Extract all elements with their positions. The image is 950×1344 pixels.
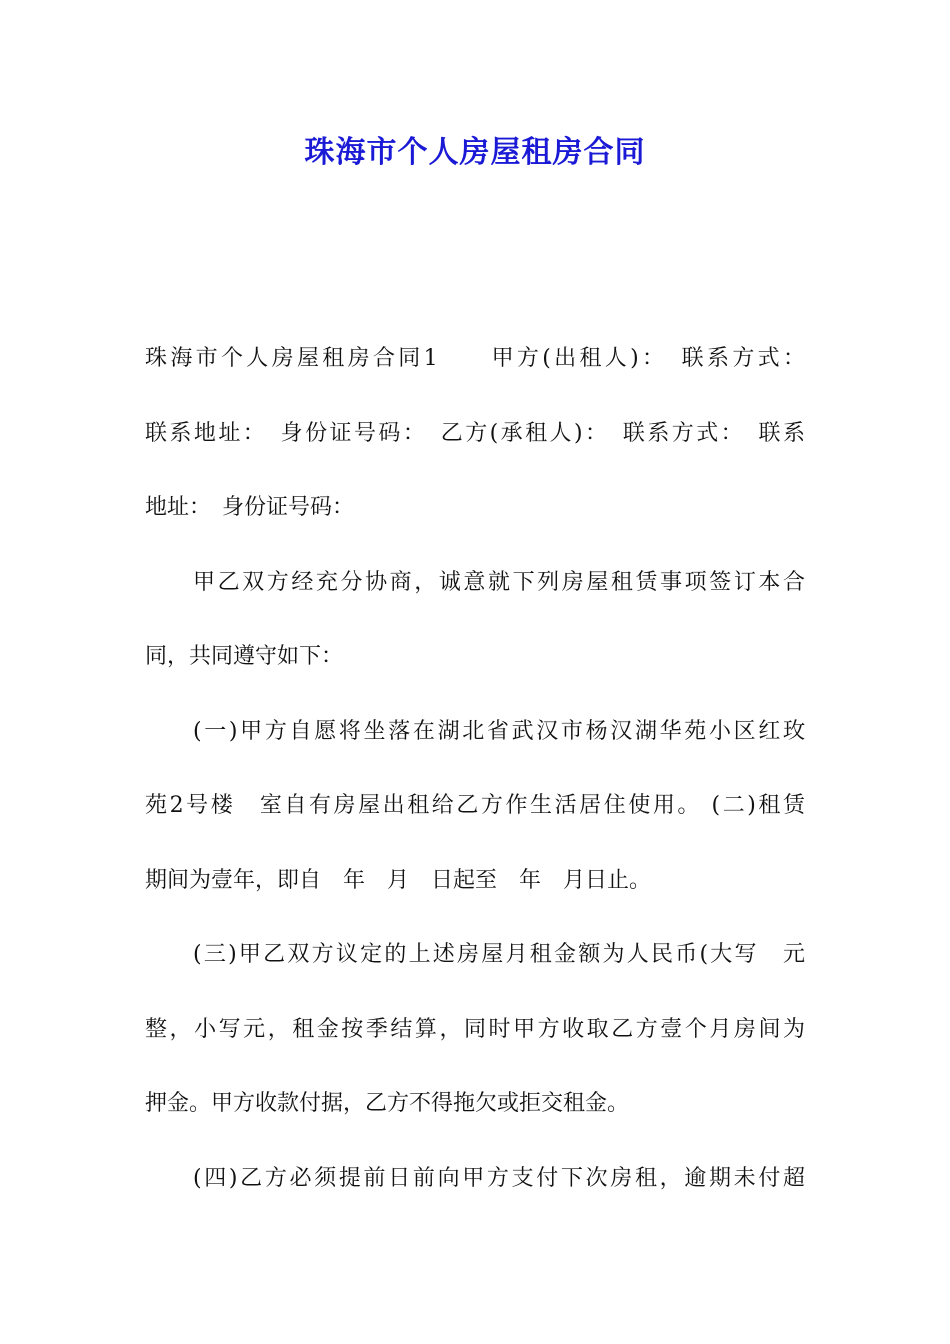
text-line: 期间为壹年，即自 年 月 日起至 年 月日止。: [145, 867, 652, 893]
text-line: 甲乙双方经充分协商，诚意就下列房屋租赁事项签订本合: [193, 569, 805, 595]
text-line: 联系地址： 身份证号码： 乙方(承租人)： 联系方式： 联系: [145, 420, 805, 446]
text-line: (一)甲方自愿将坐落在湖北省武汉市杨汉湖华苑小区红玫: [193, 718, 805, 744]
text-line: 同，共同遵守如下：: [145, 644, 344, 669]
text-line: 整，小写元，租金按季结算，同时甲方收取乙方壹个月房间为: [145, 1016, 805, 1042]
document-title: 珠海市个人房屋租房合同: [304, 135, 646, 170]
text-line: 押金。甲方收款付据，乙方不得拖欠或拒交租金。: [145, 1091, 630, 1116]
text-line: 苑2号楼 室自有房屋出租给乙方作生活居住使用。 (二)租赁: [145, 793, 805, 818]
text-line: 珠海市个人房屋租房合同1 甲方(出租人)： 联系方式：: [145, 346, 805, 371]
text-line: (三)甲乙双方议定的上述房屋月租金额为人民币(大写 元: [193, 942, 805, 967]
contract-body: [145, 330, 805, 1224]
text-line: (四)乙方必须提前日前向甲方支付下次房租，逾期未付超: [193, 1165, 805, 1191]
text-line: 地址： 身份证号码：: [145, 495, 355, 520]
